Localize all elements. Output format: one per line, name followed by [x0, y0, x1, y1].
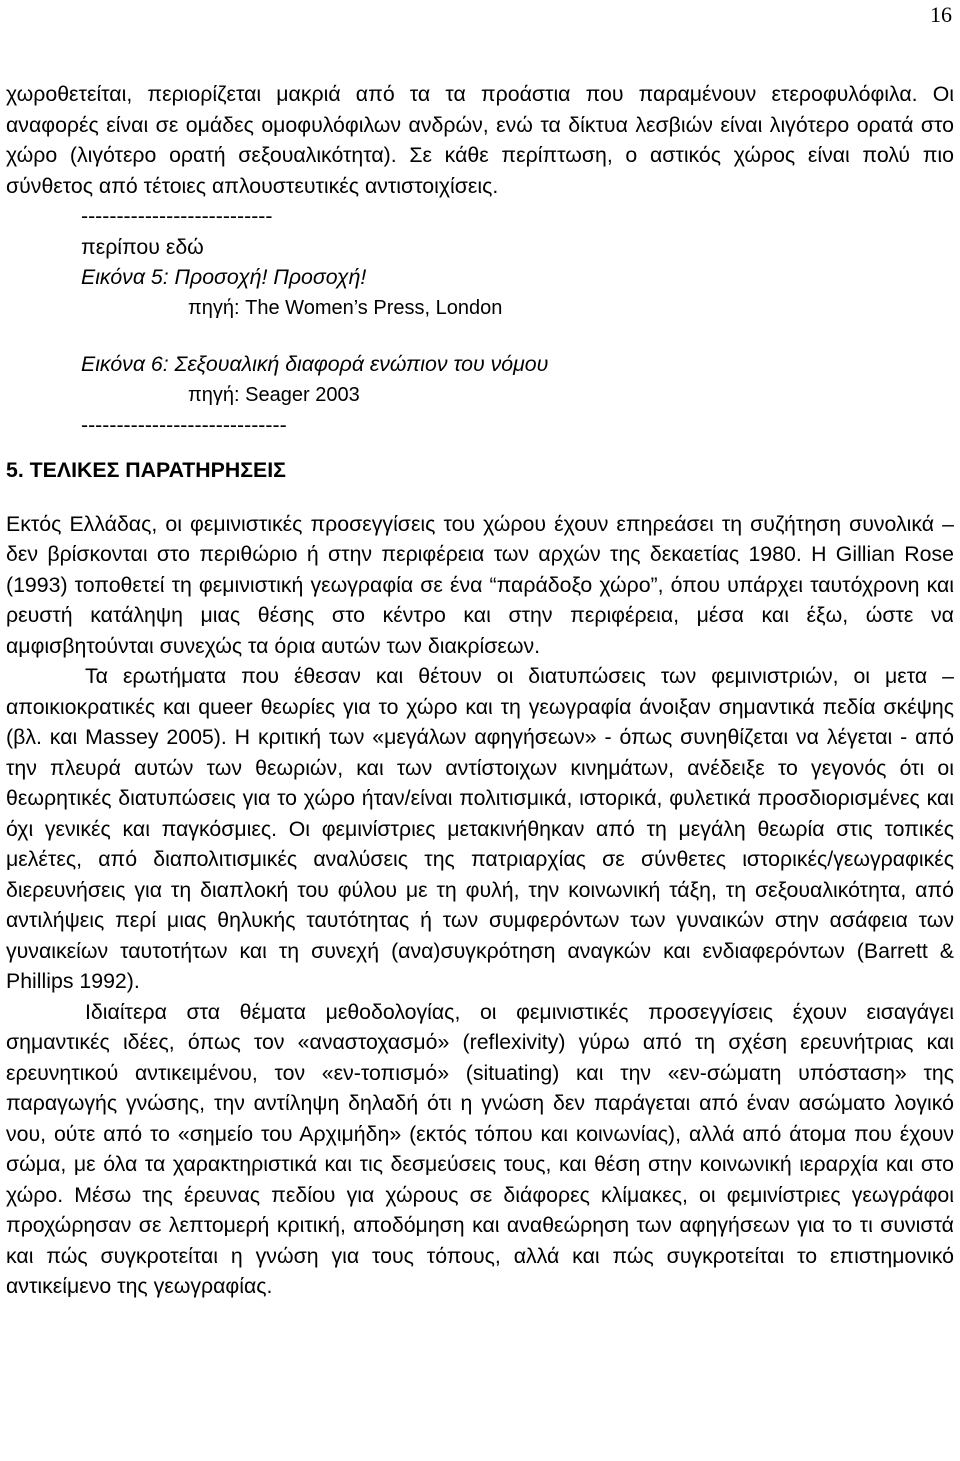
separator-bottom: -----------------------------: [81, 413, 287, 437]
placement-note: περίπου εδώ: [81, 234, 204, 259]
intro-paragraph: χωροθετείται, περιορίζεται μακριά από τα τα προάστια που παραμένουν ετεροφυλόφιλα. Οι αναφορές είναι σε ομάδες ομοφυλόφιλων ανδρών, ενώ τα δίκτυα λεσβιών είναι λιγότερο ορατά στο χώρο (λιγότερο ορατή σεξουαλικότητα). Σε κάθε περίπτωση, ο αστικός χώρος είναι πολύ πιο σύνθετος από τέτοιες απλουστευτικές αντιστοιχίσεις.: [6, 82, 954, 198]
section-paragraph-3: Ιδιαίτερα στα θέματα μεθοδολογίας, οι φεμινιστικές προσεγγίσεις έχουν εισαγάγει σημαντικές ιδέες, όπως τον «αναστοχασμό» (reflexivity) γύρω από τη σχέση ερευνήτριας και ερευνητικού αντικειμένου, τον «εν-τοπισμό» (situating) και την «εν-σώματη υπόσταση» της παραγωγής γνώσης, την αντίληψη δηλαδή ότι η γνώση δεν παράγεται από έναν ασώματο λογικό νου, ούτε από το «σημείο του Αρχιμήδη» (εκτός τόπου και κοινωνίας), αλλά από άτομα που έχουν σώμα, με όλα τα χαρακτηριστικά και τις δεσμεύσεις τους, και θέση στην κοινωνική ιεραρχία και στο χώρο. Μέσω της έρευνας πεδίου για χώρους σε διάφορες κλίμακες, οι φεμινίστριες γεωγράφοι προχώρησαν σε λεπτομερή κριτική, αποδόμηση και αναθεώρηση των αφηγήσεων για το τι συνιστά και πώς συγκροτείται η γνώση για τους τόπους, αλλά και πώς συγκροτείται το επιστημονικό αντικείμενο της γεωγραφίας.: [6, 999, 954, 1298]
section-heading: 5. ΤΕΛΙΚΕΣ ΠΑΡΑΤΗΡΗΣΕΙΣ: [6, 457, 286, 482]
figure5-caption: Εικόνα 5: Προσοχή! Προσοχή!: [81, 265, 367, 289]
figure6-caption: Εικόνα 6: Σεξουαλική διαφορά ενώπιον του νόμου: [81, 352, 549, 376]
figure5-source: πηγή: The Women’s Press, London: [188, 296, 503, 319]
page-content: [6, 79, 954, 1302]
separator-top: ---------------------------: [81, 204, 273, 228]
section-paragraph-2: Τα ερωτήματα που έθεσαν και θέτουν οι διατυπώσεις των φεμινιστριών, οι μετα – αποικιοκρατικές και queer θεωρίες για το χώρο και τη γεωγραφία άνοιξαν σημαντικά πεδία σκέψης (βλ. και Massey 2005). Η κριτική των «μεγάλων αφηγήσεων» - όπως συνηθίζεται να λέγεται - από την πλευρά αυτών των θεωριών, και των αντίστοιχων κινημάτων, ανέδειξε το γεγονός ότι οι θεωρητικές διατυπώσεις για το χώρο ήταν/είναι πολιτισμικά, ιστορικά, φυλετικά προσδιορισμένες και όχι γενικές και παγκόσμιες. Οι φεμινίστριες μετακινήθηκαν από τη μεγάλη θεωρία στις τοπικές μελέτες, από διαπολιτισμικές αναλύσεις της πατριαρχίας σε σύνθετες ιστορικές/γεωγραφικές διερευνήσεις για τη διαπλοκή του φύλου με τη φυλή, την κοινωνική τάξη, τη σεξουαλικότητα, από αντιλήψεις περί μιας θηλυκής ταυτότητας ή των συμφερόντων των γυναικών στην ασάφεια των γυναικείων ταυτοτήτων και τη συνεχή (ανα)συγκρότηση αναγκών και ενδιαφερόντων (Barrett & Phillips 1992).: [6, 664, 954, 993]
page-number: 16: [930, 2, 952, 27]
spacer: [81, 323, 954, 349]
figure6-source: πηγή: Seager 2003: [188, 383, 360, 406]
section-paragraph-1: Εκτός Ελλάδας, οι φεμινιστικές προσεγγίσεις του χώρου έχουν επηρεάσει τη συζήτηση συνολικά – δεν βρίσκονται στο περιθώριο ή στην περιφέρεια των αρχών της δεκαετίας 1980. Η Gillian Rose (1993) τοποθετεί τη φεμινιστική γεωγραφία σε ένα “παράδοξο χώρο”, όπου υπάρχει ταυτόχρονη και ρευστή κατάληψη μιας θέσης στο κέντρο και στην περιφέρεια, μέσα και έξω, ώστε να αμφισβητούνται συνεχώς τα όρια αυτών των διακρίσεων.: [6, 511, 954, 658]
figure-placeholder-block: [81, 201, 954, 441]
